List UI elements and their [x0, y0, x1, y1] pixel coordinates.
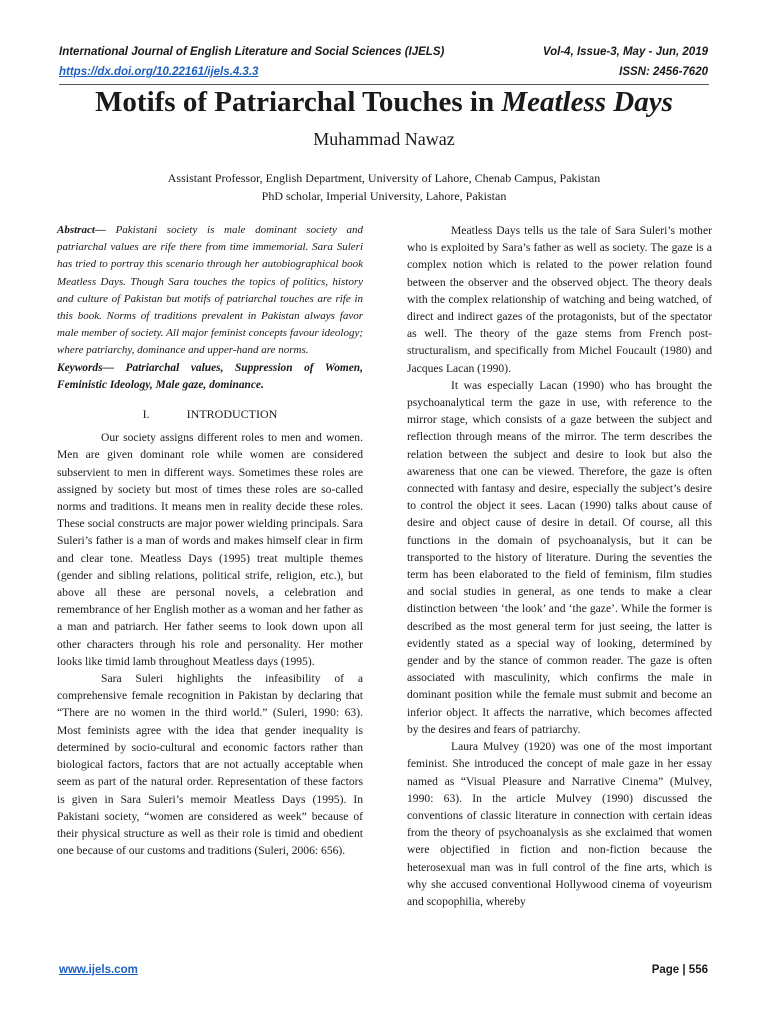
doi-link[interactable]: https://dx.doi.org/10.22161/ijels.4.3.3 [59, 66, 259, 78]
abstract-text: Pakistani society is male dominant society and patriarchal values are rife there from time immemorial. Sara Suleri has tried to portray this scenario through her autobiographical book Meatless Days. Though Sara touches the topics of politics, history and culture of Pakistan but motifs of patriarchal touches are rife in this book. Norms of traditions prevalent in Pakistan always favor male member of society. All major feminist concepts favour ideology; where patriarchy, dominance and upper-hand are norms. [57, 224, 364, 357]
section-number: I. [142, 407, 150, 422]
author-name: Muhammad Nawaz [313, 129, 455, 149]
journal-name: International Journal of English Literature and Social Sciences (IJELS) [59, 46, 445, 58]
title-prefix: Motifs of Patriarchal Touches in [95, 86, 502, 118]
header-divider [59, 84, 709, 85]
affiliation-1: Assistant Professor, English Department, University of Lahore, Chenab Campus, Pakistan [167, 171, 601, 185]
journal-website-link[interactable]: www.ijels.com [59, 964, 138, 976]
section-heading [57, 406, 363, 423]
paragraph: Meatless Days tells us the tale of Sara Suleri’s mother who is exploited by Sara’s father as well as society. The gaze is a complex notion which is related to the power relation found between the observer and the observed object. The theory deals with the complex relationship of watching and being watched, of direct and indirect gazes of the protagonists, but of the spectator as well. The theory of the gaze stems from French post-structuralism, and specifically from Michel Foucault (1980) and Jacques Lacan (1990). [407, 224, 712, 375]
abstract-label: Abstract— [57, 224, 116, 236]
right-column [407, 222, 712, 910]
section-title: INTRODUCTION [186, 407, 278, 422]
keywords: Keywords— Patriarchal values, Suppression of Women, Feministic Ideology, Male gaze, dominance. [57, 361, 363, 391]
paragraph: Laura Mulvey (1920) was one of the most important feminist. She introduced the concept of male gaze in her essay named as “Visual Pleasure and Narrative Cinema” (Mulvey, 1990: 63). In the article Mulvey (1990) discussed the conventions of classic literature in connection with certain ideas from the theory of psychoanalysis as she exclaimed that women were objectified in fiction and non-fiction because the heterosexual man was in full control of the fine arts, which is why she accused conventional Hollywood cinema of voyeurism and scopophilia, whereby [407, 740, 712, 908]
paragraph: Sara Suleri highlights the infeasibility of a comprehensive female recognition in Pakistan by declaring that “There are no women in the third world.” (Suleri, 1990: 63). Most feminists agree with the idea that gender inequality is determined by socio-cultural and economic factors rather than biological factors, factors that are not actually acceptable when seem as part of the natural order. Representation of these factors is given in Sara Suleri’s memoir Meatless Days (1995). In Pakistani society, “women are considered as week” because of their physical structure as well as their role is timid and obedient one because of our customs and traditions (Suleri, 2006: 656). [57, 672, 363, 858]
issn: ISSN: 2456-7620 [619, 66, 708, 78]
abstract [57, 222, 363, 360]
paragraph: It was especially Lacan (1990) who has brought the psychoanalytical term the gaze in use, with reference to the mirror stage, which consists of a gaze between the subject and reflection through means of the mirror. The term describes the relation between the subject and desire to look but also the awareness that one can be viewed. Therefore, the gaze is often connected with fantasy and desire, especially the subject’s desire to control the object it sees. Lacan (1990) talks about cause of desire and object cause of desire in detail. Of course, all this functions in the domain of psychoanalysis, but it can be transported to the history of literature. During the seventies the term has been elaborated to the field of feminism, film studies and social studies in general, as one tends to make a clear distinction between ‘the look’ and ‘the gaze’. While the former is described as the most general term for just seeing, the latter is evidently stated as a special way of looking, determined by gender and by the stance of common reader. The gaze is often associated with masculinity, which confirms the male in dominant position while the female must submit and become an inferior object. It affects the narrative, which becomes affected by the desires and fears of patriarchy. [407, 378, 712, 736]
title-italic: Meatless Days [501, 86, 673, 118]
page-number: Page | 556 [651, 964, 708, 976]
left-column [57, 222, 363, 859]
article-title [0, 86, 768, 119]
volume-issue: Vol-4, Issue-3, May - Jun, 2019 [542, 46, 708, 58]
affiliation-2: PhD scholar, Imperial University, Lahore, Pakistan [261, 189, 507, 203]
paragraph: Our society assigns different roles to men and women. Men are given dominant role while women are considered subservient to men in different ways. Sometimes these roles are assigned by society but most of times these roles are so-called norms and traditions. It means men in reality decide these roles. These social constructs are major power wielding principals. Sara Suleri’s father is a man of words and makes himself clear in firm and clear tone. Meatless Days (1995) treat multiple themes (gender and sibling relations, political strife, religion, etc.), but above all these are personal novels, a celebration and remembrance of her English mother as a woman and her father as a man and patriarch. Her father seems to look down upon all other characters through his role and personality. Her mother looks like timid lamb throughout Meatless days (1995). [57, 431, 363, 668]
